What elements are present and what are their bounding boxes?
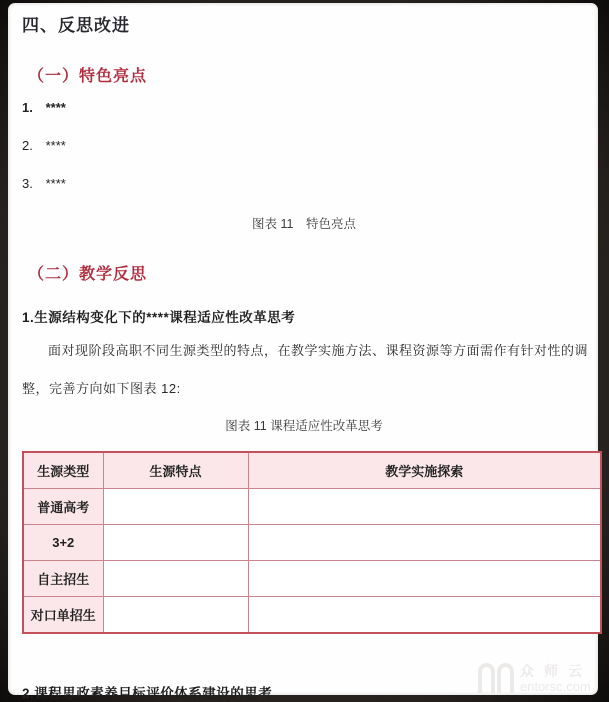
- list-item-text: ****: [45, 138, 66, 153]
- section-title: 四、反思改进: [22, 16, 130, 35]
- mentorsc-logo-icon: [478, 659, 518, 693]
- row-label: 自主招生: [23, 561, 103, 597]
- reform-table: [22, 451, 602, 634]
- list-item-text: ****: [45, 100, 66, 115]
- watermark-cn-text: 众师云: [520, 663, 592, 679]
- table-cell-empty: [248, 489, 601, 525]
- watermark: [478, 659, 592, 693]
- table-row: [23, 561, 601, 597]
- table-cell-empty: [103, 525, 248, 561]
- list-item-text: ****: [45, 176, 66, 191]
- subsection-reflection-heading: （二）教学反思: [28, 266, 148, 283]
- table-cell-empty: [248, 525, 601, 561]
- table-cell-empty: [103, 597, 248, 634]
- row-label: 对口单招生: [23, 597, 103, 634]
- subsection-highlights-heading: （一）特色亮点: [28, 68, 148, 85]
- row-label: 3+2: [23, 525, 103, 561]
- table-row: [23, 597, 601, 634]
- list-item-number: 2.: [22, 138, 33, 153]
- figure-caption-table: 图表 11 课程适应性改革思考: [225, 419, 383, 433]
- reflection-paragraph: 面对现阶段高职不同生源类型的特点，在教学实施方法、课程资源等方面需作有针对性的调整，完善方向如下图表 12:: [22, 343, 589, 396]
- table-cell-empty: [103, 561, 248, 597]
- reflection-point-2: 2.课程思政素养目标评价体系建设的思考: [22, 686, 273, 701]
- highlights-list: [22, 100, 592, 191]
- table-cell-empty: [248, 561, 601, 597]
- list-item: [22, 100, 592, 115]
- table-header-source-feature: 生源特点: [103, 452, 248, 489]
- table-header-row: [23, 452, 601, 489]
- reflection-point-1: 1.生源结构变化下的****课程适应性改革思考: [22, 310, 296, 325]
- row-label: 普通高考: [23, 489, 103, 525]
- list-item: [22, 176, 592, 191]
- table-cell-empty: [248, 597, 601, 634]
- table-header-source-type: 生源类型: [23, 452, 103, 489]
- list-item-number: 3.: [22, 176, 33, 191]
- table-cell-empty: [103, 489, 248, 525]
- document-page: [8, 3, 598, 701]
- table-header-teaching-practice: 教学实施探索: [248, 452, 601, 489]
- list-item: [22, 138, 592, 153]
- table-row: [23, 489, 601, 525]
- list-item-number: 1.: [22, 100, 33, 115]
- figure-caption-highlights: 图表 11 特色亮点: [252, 217, 356, 231]
- table-row: [23, 525, 601, 561]
- watermark-domain-text: entorsc.com: [520, 679, 591, 694]
